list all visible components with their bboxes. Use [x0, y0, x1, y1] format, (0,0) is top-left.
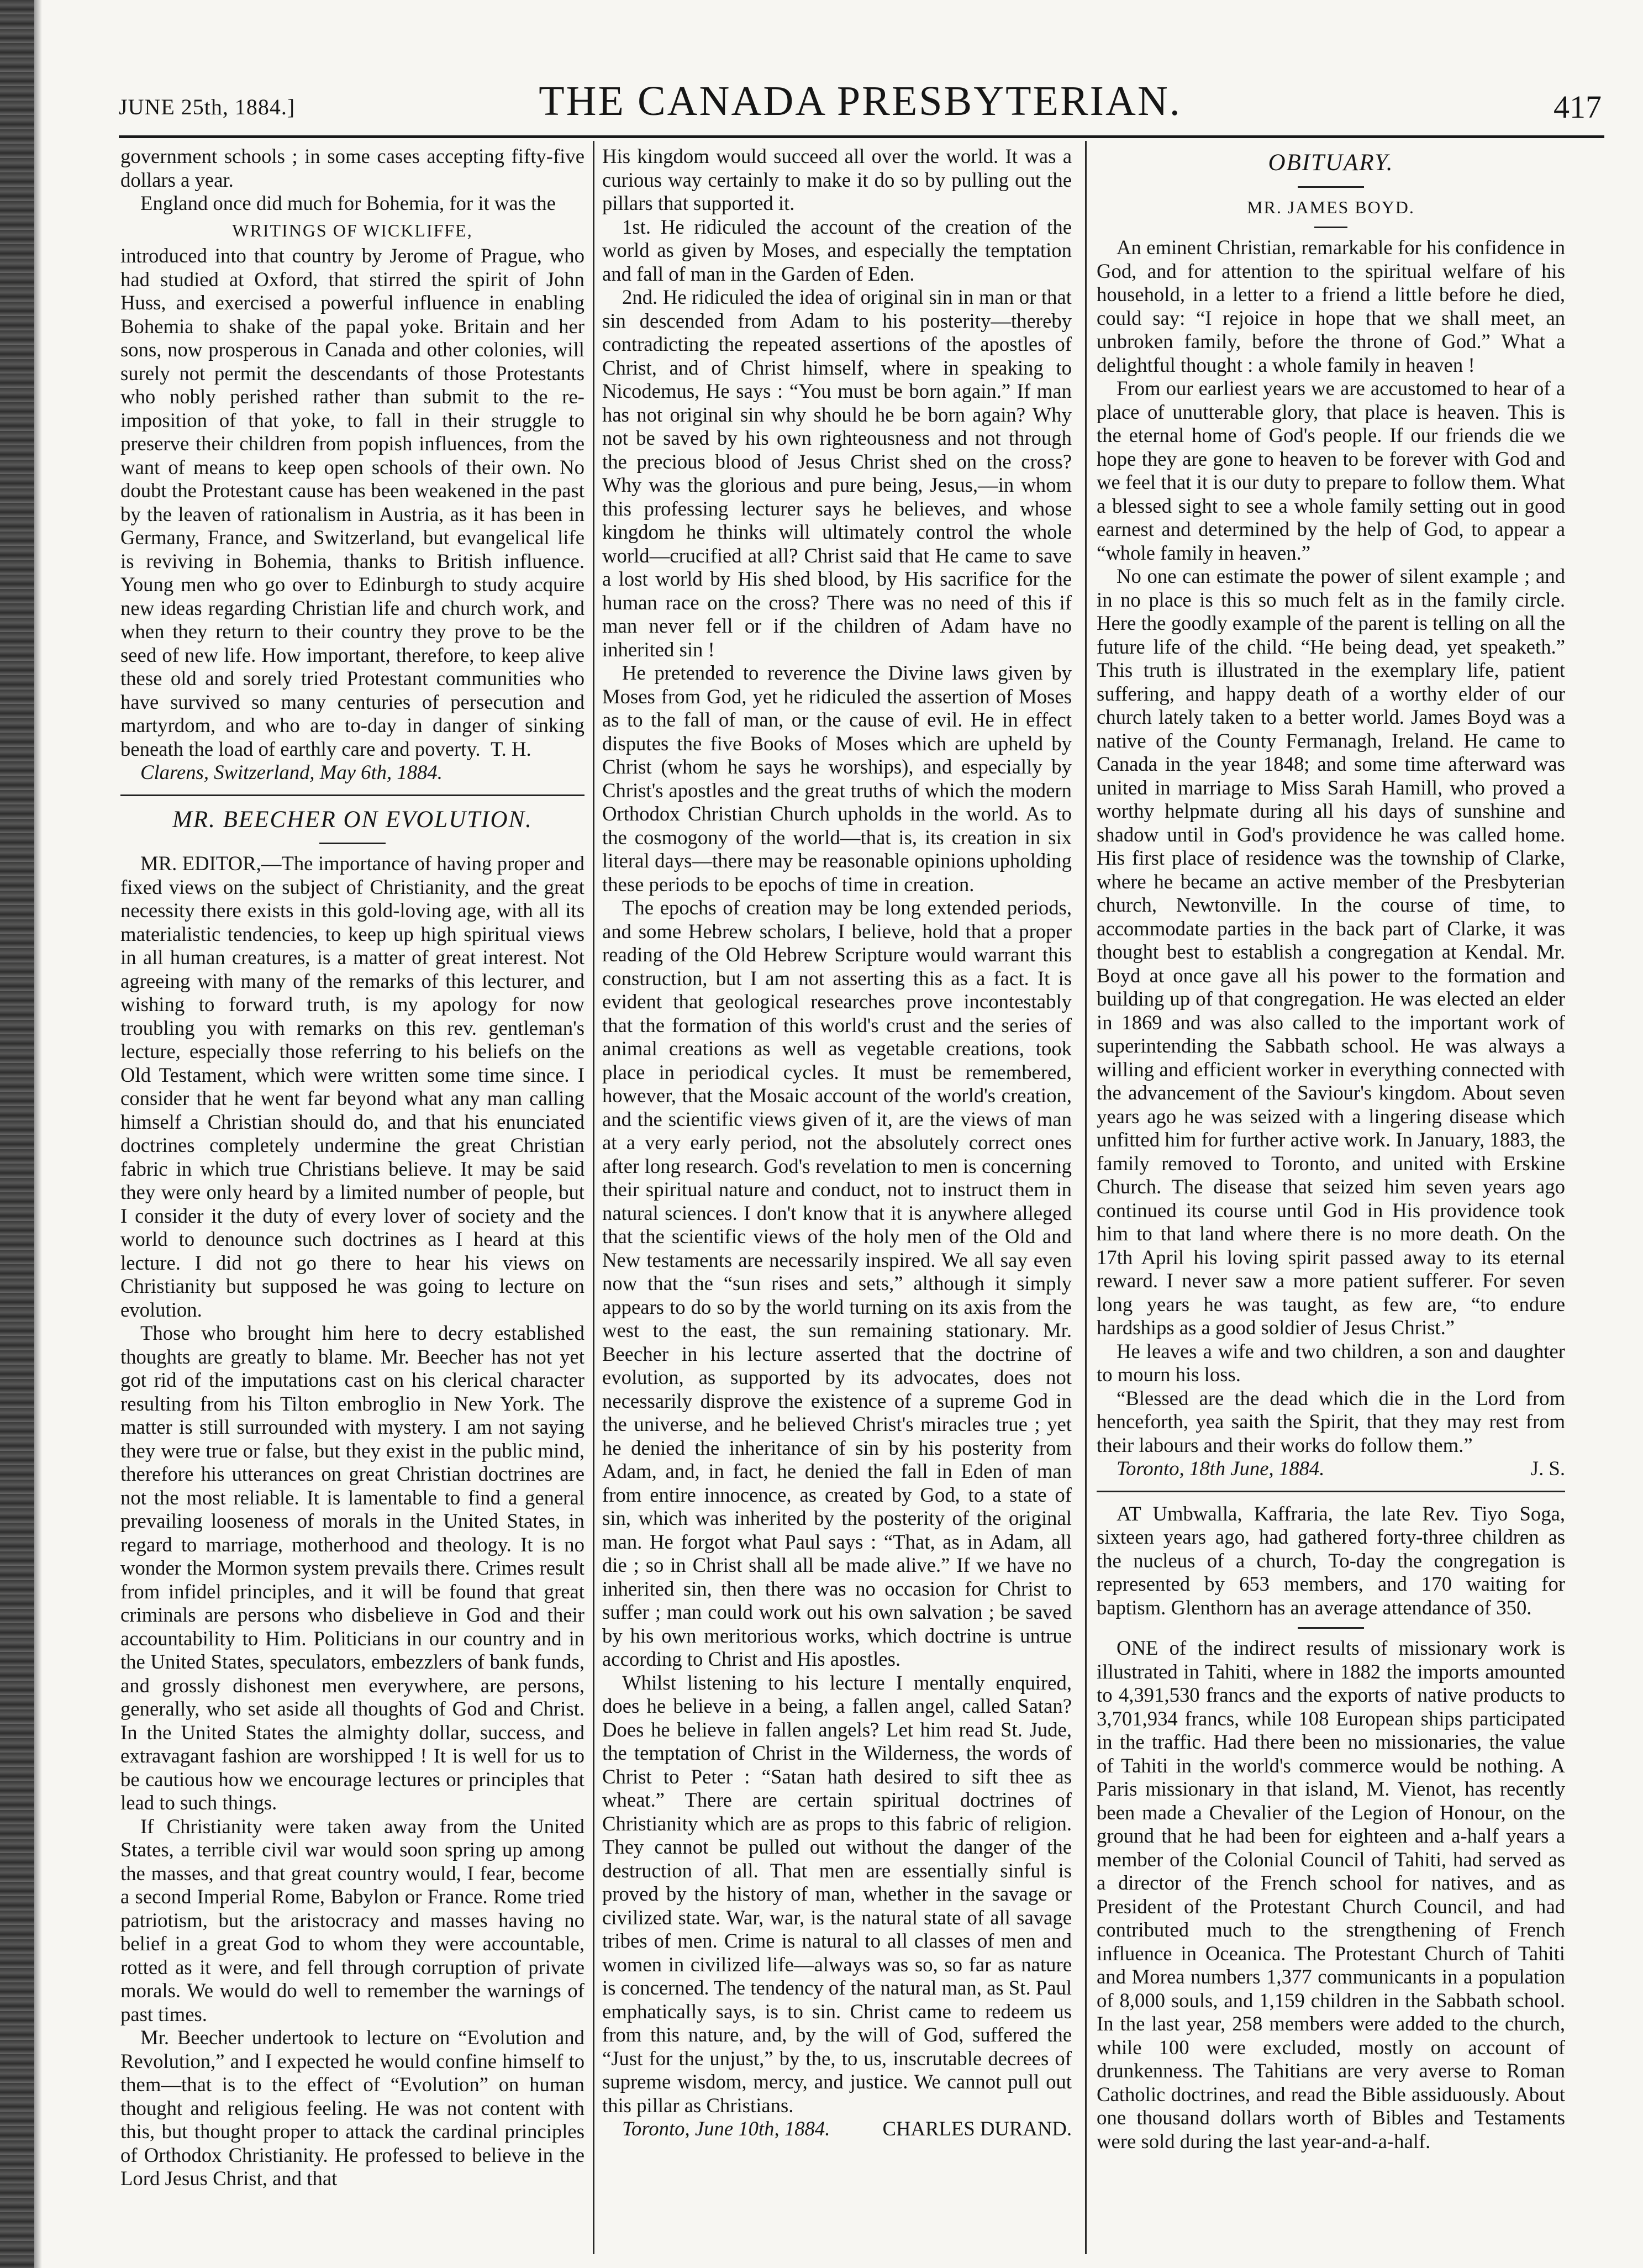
page-gutter-shadow: [34, 0, 42, 2268]
column-2: [602, 145, 1072, 2254]
article-heading: MR. BEECHER ON EVOLUTION.: [172, 806, 533, 833]
heading-rule: [319, 843, 386, 844]
paragraph: ONE of the indirect results of missionary work is illustrated in Tahiti, where in 1882 the imports amounted to 4,391,530 francs and the exports of native products to 3,701,934 francs, while 108 European ships participated in the traffic. Had there been no missionaries, the value of Tahiti in the world's commerce would be nothing. A Paris missionary in that island, M. Vienot, has recently been made a Chevalier of the Legion of Honour, on the ground that he had been for eighteen and a-half years a member of the Colonial Council of Tahiti, had served as a director of the French school for natives, and as President of the Protestant Church Council, and had contributed much to the strengthening of French influence in Oceanica. The Protestant Church of Tahiti and Morea numbers 1,377 communicants in a population of 8,000 souls, and 1,159 children in the Sabbath school. In the last year, 258 members were added to the church, while 100 were excluded, mostly on account of drunkenness. The Tahitians are very averse to Roman Catholic doctrines, and read the Bible assiduously. About one thousand dollars worth of Bibles and Testaments were sold during the last year-and-a-half.: [1097, 1636, 1565, 2153]
page-header: [119, 77, 1602, 138]
page-number: 417: [1554, 89, 1602, 125]
issue-date: JUNE 25th, 1884.]: [119, 94, 296, 119]
paragraph-text: introduced into that country by Jerome of Prague, who had studied at Oxford, that stirred the spirit of John Huss, and exercised a powerful influence in enabling Bohemia to shake of the papal yoke. Britain and her sons, now prosperous in Canada and other colonies, will surely not permit the descendants of those Protestants who nobly perished rather than submit to the re-imposition of that yoke, to fall in their struggle to preserve their children from popish influences, from the want of means to keep open schools of their own. No doubt the Protestant cause has been weakened in the past by the leaven of rationalism in Austria, as it has been in Germany, France, and Switzerland, but evangelical life is reviving in Bohemia, thanks to British influence. Young men who go over to Edinburgh to study acquire new ideas regarding Christian life and church work, and when they return to their country they prove to be the seed of new life. How important, therefore, to keep alive these old and sorely tried Protestant communities who have survived so many centuries of persecution and martyrdom, and who are to-day in danger of sinking beneath the load of earthly care and poverty.: [120, 244, 584, 760]
paragraph: Those who brought him here to decry established thoughts are greatly to blame. Mr. Beecher has not yet got rid of the imputations cast on his clerical character resulting from his Tilton embroglio in New York. The matter is still surrounded with mystery. I am not saying they were true or false, but they exist in the public mind, therefore his utterances on great Christian doctrines are not the most reliable. It is lamentable to find a general prevailing looseness of morals in the United States, in regard to marriage, motherhood and theology. It is no wonder the Mormon system prevails there. Crimes result from infidel principles, and it will be found that great criminals are persons who disbelieve in God and their accountability to Him. Politicians in our country and in the United States, speculators, embezzlers of bank funds, and grossly dishonest men everywhere, are persons, generally, who set aside all thoughts of God and Christ. In the United States the almighty dollar, success, and extravagant fashion are worshipped ! It is well for us to be cautious how we encourage lectures or principles that lead to such things.: [120, 1322, 584, 1814]
newspaper-title: THE CANADA PRESBYTERIAN.: [539, 78, 1182, 124]
paragraph: From our earliest years we are accustomed to hear of a place of unutterable glory, that place is heaven. This is the eternal home of God's people. If our friends die we hope they are gone to heaven to be forever with God and we feel that it is our duty to prepare to follow them. What a blessed sight to see a whole family setting out in good earnest and determined by the help of God, to appear a “whole family in heaven.”: [1097, 377, 1565, 564]
subhead-rule: [1314, 227, 1347, 228]
item-rule: [1298, 1627, 1364, 1629]
section-rule: [1097, 1491, 1565, 1492]
column-1: [120, 145, 584, 2254]
paragraph: England once did much for Bohemia, for it was the: [140, 192, 556, 214]
paragraph: “Blessed are the dead which die in the Lord from henceforth, yea saith the Spirit, that they may rest from their labours and their works do follow them.”: [1097, 1386, 1565, 1456]
paragraph: Mr. Beecher undertook to lecture on “Evolution and Revolution,” and I expected he would confine himself to them—that is to the effect of “Evolution” on human thought and religious feeling. He was not content with this, but thought proper to attack the cardinal principles of Orthodox Christianity. He professed to believe in the Lord Jesus Christ, and that: [120, 2026, 584, 2190]
paragraph: No one can estimate the power of silent example ; and in no place is this so much felt as in the family circle. Here the goodly example of the parent is telling on all the future life of the child. “He being dead, yet speaketh.” This truth is illustrated in the exemplary life, patient suffering, and happy death of a worthy elder of our church lately taken to a better world. James Boyd was a native of the County Fermanagh, Ireland. He came to Canada in the year 1848; and some time afterward was united in marriage to Miss Sarah Hamill, who proved a worthy helpmate during all his days of sunshine and shadow until in God's providence he was called home. His first place of residence was the township of Clarke, where he became an active member of the Presbyterian church, Newtonville. In the course of time, to accommodate parties in the back part of Clarke, it was thought best to establish a congregation at Kendal. Mr. Boyd at once gave all his power to the formation and building up of that congregation. He was elected an elder in 1869 and was also called to the important work of superintending the Sabbath school. He was always a willing and efficient worker in everything connected with the advancement of the Saviour's kingdom. About seven years ago he was seized with a lingering disease which unfitted him for further active work. In January, 1883, the family removed to Toronto, and united with Erskine Church. The disease that seized him seven years ago continued its course until God in His providence took him to that land where there is no more death. On the 17th April his loving spirit passed away to its eternal reward. I never saw a more patient sufferer. For seven long years he was taught, as few are, “to endure hardships as a good soldier of Jesus Christ.”: [1097, 565, 1565, 1339]
paragraph: The epochs of creation may be long extended periods, and some Hebrew scholars, I believe, hold that a proper reading of the Old Hebrew Scripture would warrant this construction, but I am not asserting this as a fact. It is evident that geological researches prove incontestably that the formation of this world's crust and the series of animal creations as well as vegetable creations, took place in periodical cycles. It must be remembered, however, that the Mosaic account of the world's creation, and the scientific views given of it, are the views of man at a very early period, not the absolutely correct ones after long research. God's revelation to men is concerning their spiritual nature and conduct, not to instruct them in natural sciences. I don't know that it is anywhere alleged that the scientific views of the holy men of the Old and New testaments are necessarily inspired. We all say even now that the “sun rises and sets,” although it simply appears to do so by the world turning on its axis from the west to the east, the sun remaining stationary. Mr. Beecher in his lecture asserted that the doctrine of evolution, as supported by its advocates, does not necessarily disprove the existence of a supreme God in the universe, and he believed Christ's miracles true ; yet he denied the inheritance of sin by his posterity from Adam, and, in fact, he denied the fall in Eden of man from entire innocence, as created by God, to a state of sin, which was inherited by the posterity of the original man. He forgot what Paul says : “That, as in Adam, all die ; so in Christ shall all be made alive.” If we have no inherited sin, then there was no occasion for Christ to suffer ; man could work out his own salvation ; be saved by his own meritorious works, which doctrine is untrue according to Christ and His apostles.: [602, 896, 1072, 1670]
paragraph: AT Umbwalla, Kaffraria, the late Rev. Tiyo Soga, sixteen years ago, had gathered forty-three children as the nucleus of a church, To-day the congregation is represented by 653 members, and 170 waiting for baptism. Glenthorn has an average attendance of 350.: [1097, 1502, 1565, 1619]
dateline: Clarens, Switzerland, May 6th, 1884.: [140, 761, 443, 783]
obituary-heading: OBITUARY.: [1268, 150, 1394, 176]
signature-line: [602, 2117, 1072, 2141]
author-initials: T. H.: [490, 737, 531, 760]
paragraph: He pretended to reverence the Divine laws given by Moses from God, yet he ridiculed the assertion of Moses as to the fall of man, or the cause of evil. He in effect disputes the five Books of Moses which are upheld by Christ (whom he says he worships), and especially by Christ's apostles and the great truths of which the modern Orthodox Christian Church upholds in the world. As to the cosmogony of the world—that is, its creation in six literal days—there may be reasonable opinions upholding these periods to be epochs of time in creation.: [602, 661, 1072, 896]
paragraph: government schools ; in some cases accepting fifty-five dollars a year.: [120, 145, 584, 191]
signature-name: CHARLES DURAND.: [882, 2117, 1072, 2140]
inline-subheading: WRITINGS OF WICKLIFFE,: [232, 220, 473, 240]
paragraph: 1st. He ridiculed the account of the creation of the world as given by Moses, and especially the temptation and fall of man in the Garden of Eden.: [602, 215, 1072, 285]
paragraph: Whilst listening to his lecture I mentally enquired, does he believe in a being, a fallen angel, called Satan? Does he believe in fallen angels? Let him read St. Jude, the temptation of Christ in the Wilderness, the words of Christ to Peter : “Satan hath desired to sift thee as wheat.” There are certain spiritual doctrines of Christianity which are as props to this fabric of religion. They cannot be pulled out without the danger of the destruction of all. That men are essentially sinful is proved by the history of man, whether in the savage or civilized state. War, war, is the natural state of all savage tribes of men. Crime is natural to all classes of men and women in civilized life—always was so, so far as nature is concerned. The tendency of the natural man, as St. Paul emphatically says, is to sin. Christ came to redeem us from this nature, and, by the will of God, suffered the “Just for the unjust,” by the, to us, inscrutable decrees of supreme wisdom, mercy, and justice. We cannot pull out this pillar as Christians.: [602, 1671, 1072, 2117]
column-divider-1: [593, 141, 594, 2254]
paragraph: 2nd. He ridiculed the idea of original sin in man or that sin descended from Adam to his posterity—thereby contradicting the repeated assertions of the apostles of Christ, and of Christ himself, where in speaking to Nicodemus, He says : “You must be born again.” If man has not original sin why should he be born again? Why not be saved by his own righteousness and not through the precious blood of Jesus Christ shed on the cross? Why was the glorious and pure being, Jesus,—in whom this professing lecturer says he believes, and whose kingdom he thinks will ultimately control the whole world—crucified at all? Christ said that He came to save a lost world by His shed blood, by His sacrifice for the human race on the cross? There was no need of this if man never fell or if the children of Adam have no inherited sin !: [602, 286, 1072, 661]
signature-place-date: Toronto, 18th June, 1884.: [1117, 1457, 1325, 1480]
column-divider-2: [1085, 141, 1087, 2254]
paragraph: [120, 244, 584, 761]
paragraph: He leaves a wife and two children, a son and daughter to mourn his loss.: [1097, 1339, 1565, 1386]
paragraph: An eminent Christian, remarkable for his confidence in God, and for attention to the spiritual welfare of his household, in a letter to a friend a little before he died, could say: “I rejoice in hope that we shall meet, an unbroken family, before the throne of God.” What a delightful thought : a whole family in heaven !: [1097, 236, 1565, 376]
obituary-subject: MR. JAMES BOYD.: [1247, 197, 1415, 217]
signature-name: J. S.: [1530, 1457, 1565, 1480]
heading-rule: [1298, 186, 1364, 188]
section-rule: [120, 794, 584, 796]
paragraph: If Christianity were taken away from the United States, a terrible civil war would soon spring up among the masses, and that great country would, I fear, become a second Imperial Rome, Babylon or France. Rome tried patriotism, but the aristocracy and masses having no belief in a great God to whom they were accountable, rotted as it were, and fell through corruption of private morals. We would do well to remember the warnings of past times.: [120, 1814, 584, 2025]
column-3: [1097, 145, 1565, 2254]
paragraph: MR. EDITOR,—The importance of having proper and fixed views on the subject of Christianity, and the great necessity there exists in this gold-loving age, with all its materialistic tendencies, to keep up high spiritual views in all human creatures, is a matter of great interest. Not agreeing with many of the remarks of this lecturer, and wishing to forward truth, is my apology for now troubling you with remarks on this rev. gentleman's lecture, especially those referring to his beliefs on the Old Testament, which were written some time since. I consider that he went far beyond what any man calling himself a Christian should do, and that his enunciated doctrines completely undermine the great Christian fabric in which true Christians believe. It may be said they were only heard by a limited number of people, but I consider it the duty of every lover of society and the world to denounce such doctrines as I heard at this lecture. I did not go there to hear his views on Christianity but supposed he was going to lecture on evolution.: [120, 852, 584, 1321]
signature-line: [1097, 1457, 1565, 1481]
book-binding-edge: [0, 0, 34, 2268]
header-rule: [119, 135, 1604, 138]
paragraph: His kingdom would succeed all over the world. It was a curious way certainly to make it do so by pulling out the pillars that supported it.: [602, 145, 1072, 214]
signature-place-date: Toronto, June 10th, 1884.: [622, 2117, 830, 2140]
